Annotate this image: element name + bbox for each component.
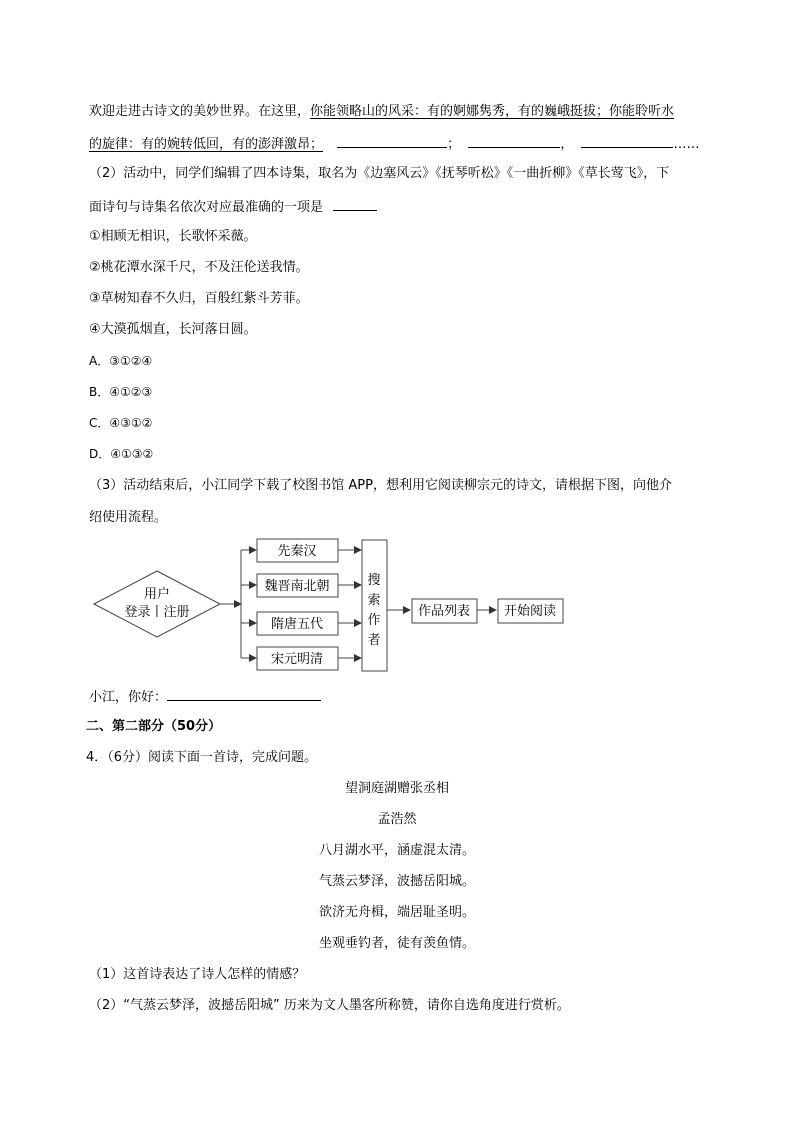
ellipsis: …… (673, 137, 700, 152)
poem-line-1: 八月湖水平，涵虚混太清。 (318, 843, 475, 858)
q4-question-2: （2）“气蒸云梦泽，波撼岳阳城” 历来为文人墨客所称赞，请你自选角度进行赏析。 (89, 998, 570, 1013)
start-label-2: 登录丨注册 (124, 605, 190, 620)
q3-answer-prompt: 小江，你好： (89, 690, 168, 705)
part2-heading: 二、第二部分（50分） (86, 719, 222, 734)
q2-line-1: （2）活动中，同学们编辑了四本诗集，取名为《边塞风云》《抚琴听松》《一曲折柳》《草长莺飞》，下 (89, 166, 670, 181)
q3-line-2: 绍使用流程。 (89, 510, 168, 525)
era-label-1: 先秦汉 (277, 544, 317, 559)
q3-line-1: （3）活动结束后，小江同学下载了校图书馆 APP，想利用它阅读柳宗元的诗文，请根据下图，向他介 (89, 478, 672, 493)
work-list-label: 作品列表 (417, 604, 471, 619)
q4-intro: 4．（6分）阅读下面一首诗，完成问题。 (86, 750, 318, 765)
search-char-2: 索 (367, 593, 381, 608)
poem-line-3: 欲济无舟楫，端居耻圣明。 (318, 905, 475, 920)
q3-answer-blank[interactable] (167, 688, 321, 701)
poem-author: 孟浩然 (377, 812, 417, 827)
intro-underlined-text-2: 的旋律：有的婉转低回，有的澎湃激昂； (89, 137, 324, 152)
q2-option-d[interactable]: D．④①③② (89, 447, 154, 461)
q2-item-3: ③草树知春不久归，百般红紫斗芳菲。 (89, 291, 309, 306)
search-char-3: 作 (367, 613, 381, 628)
search-char-4: 者 (367, 633, 381, 648)
intro-underlined-text: 你能领略山的风采：有的婀娜隽秀，有的巍峨挺拔；你能聆听水 (310, 104, 675, 119)
q2-item-1: ①相顾无相识，长歌怀采薇。 (89, 229, 257, 244)
separator-semicolon: ； (447, 137, 461, 152)
poem-title: 望洞庭湖赠张丞相 (344, 781, 449, 796)
q2-item-2: ②桃花潭水深千尺，不及汪伦送我情。 (89, 260, 309, 275)
intro-text: 欢迎走进古诗文的美妙世界。在这里， (89, 104, 311, 119)
q3-answer-line (89, 688, 321, 706)
q4-question-1: （1）这首诗表达了诗人怎样的情感？ (89, 967, 306, 982)
q2-item-4: ④大漠孤烟直，长河落日圆。 (89, 322, 257, 337)
q2-option-a[interactable]: A．③①②④ (89, 354, 153, 368)
start-label-1: 用户 (143, 587, 171, 602)
search-char-1: 搜 (367, 573, 381, 588)
q2-line-2-text: 面诗句与诗集名依次对应最准确的一项是 (89, 200, 324, 215)
q2-option-c[interactable]: C．④③①② (89, 416, 153, 430)
era-label-4: 宋元明清 (270, 652, 324, 667)
poem-line-4: 坐观垂钓者，徒有羡鱼情。 (318, 936, 475, 951)
q2-option-b[interactable]: B．④①②③ (89, 385, 153, 399)
start-diamond (94, 571, 220, 637)
era-label-2: 魏晋南北朝 (264, 579, 330, 594)
era-label-3: 隋唐五代 (270, 617, 324, 632)
separator-comma: ， (560, 137, 574, 152)
poem-line-2: 气蒸云梦泽，波撼岳阳城。 (318, 874, 475, 889)
start-reading-label: 开始阅读 (503, 604, 557, 619)
